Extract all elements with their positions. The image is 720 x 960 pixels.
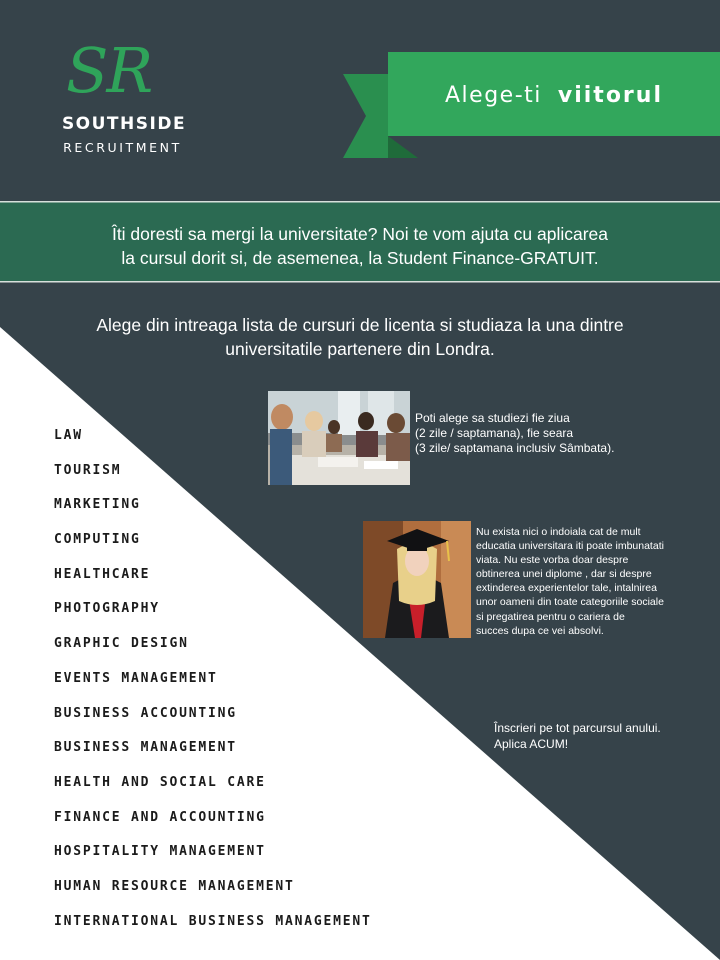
intro-band-bottom-line <box>0 281 720 283</box>
course-item: EVENTS MANAGEMENT <box>54 670 218 686</box>
course-item: BUSINESS MANAGEMENT <box>54 740 237 756</box>
ribbon-fold <box>388 136 418 158</box>
course-item: COMPUTING <box>54 532 141 548</box>
course-item: PHOTOGRAPHY <box>54 601 160 617</box>
lead-text <box>10 313 710 361</box>
course-item: TOURISM <box>54 462 122 478</box>
cta-line: Înscrieri pe tot parcursul anului. <box>494 721 661 735</box>
benefits-line: educatia universitara iti poate imbunatati <box>476 540 664 553</box>
benefits-line: obtinerea unei diplome , dar si despre <box>476 568 652 581</box>
course-item: LAW <box>54 428 83 443</box>
course-item: BUSINESS ACCOUNTING <box>54 705 237 721</box>
cta-line: Aplica ACUM! <box>494 736 569 751</box>
intro-band-top-line <box>0 201 720 203</box>
logo-monogram: SR <box>66 34 152 107</box>
banner-headline <box>388 82 720 110</box>
benefits-line: succes dupa ce vei absolvi. <box>476 624 604 637</box>
schedule-line: (3 zile/ saptamana inclusiv Sâmbata). <box>415 441 615 455</box>
course-item: GRAPHIC DESIGN <box>54 636 189 652</box>
benefits-line: Nu exista nici o indoiala cat de mult <box>476 526 641 538</box>
banner-text-light: Alege-ti <box>445 83 542 108</box>
course-item: HEALTHCARE <box>54 566 151 582</box>
lead-line: Alege din intreaga lista de cursuri de licenta si studiaza la una dintre <box>96 315 624 335</box>
schedule-line: Poti alege sa studiezi fie ziua <box>415 411 570 425</box>
call-to-action <box>494 721 714 752</box>
course-item: HOSPITALITY MANAGEMENT <box>54 844 266 860</box>
intro-text <box>20 222 700 270</box>
course-item: HUMAN RESOURCE MANAGEMENT <box>54 878 295 894</box>
benefits-line: extinderea experientelor tale, intalnirea <box>476 582 657 595</box>
course-item: FINANCE AND ACCOUNTING <box>54 809 266 825</box>
logo-subtitle: RECRUITMENT <box>63 140 182 155</box>
schedule-text <box>415 411 715 456</box>
students-studying-photo <box>268 391 410 485</box>
course-item: INTERNATIONAL BUSINESS MANAGEMENT <box>54 913 372 929</box>
schedule-line: (2 zile / saptamana), fie seara <box>415 426 574 440</box>
logo-name: SOUTHSIDE <box>61 114 187 134</box>
lead-line: universitatile partenere din Londra. <box>225 339 495 359</box>
intro-line: la cursul dorit si, de asemenea, la Student Finance-GRATUIT. <box>121 248 599 268</box>
course-item: HEALTH AND SOCIAL CARE <box>54 774 266 790</box>
benefits-text <box>476 525 716 638</box>
graduate-photo <box>363 521 471 638</box>
course-list <box>54 426 372 946</box>
benefits-line: si pregatirea pentru o cariera de <box>476 610 625 623</box>
course-item: MARKETING <box>54 497 141 513</box>
banner-text-bold: viitorul <box>557 83 663 108</box>
ribbon-tail <box>343 74 388 158</box>
intro-line: Îti doresti sa mergi la universitate? Noi te vom ajuta cu aplicarea <box>111 224 609 244</box>
benefits-line: unor oameni din toate categoriile sociale <box>476 596 664 609</box>
benefits-line: viata. Nu este vorba doar despre <box>476 554 629 567</box>
